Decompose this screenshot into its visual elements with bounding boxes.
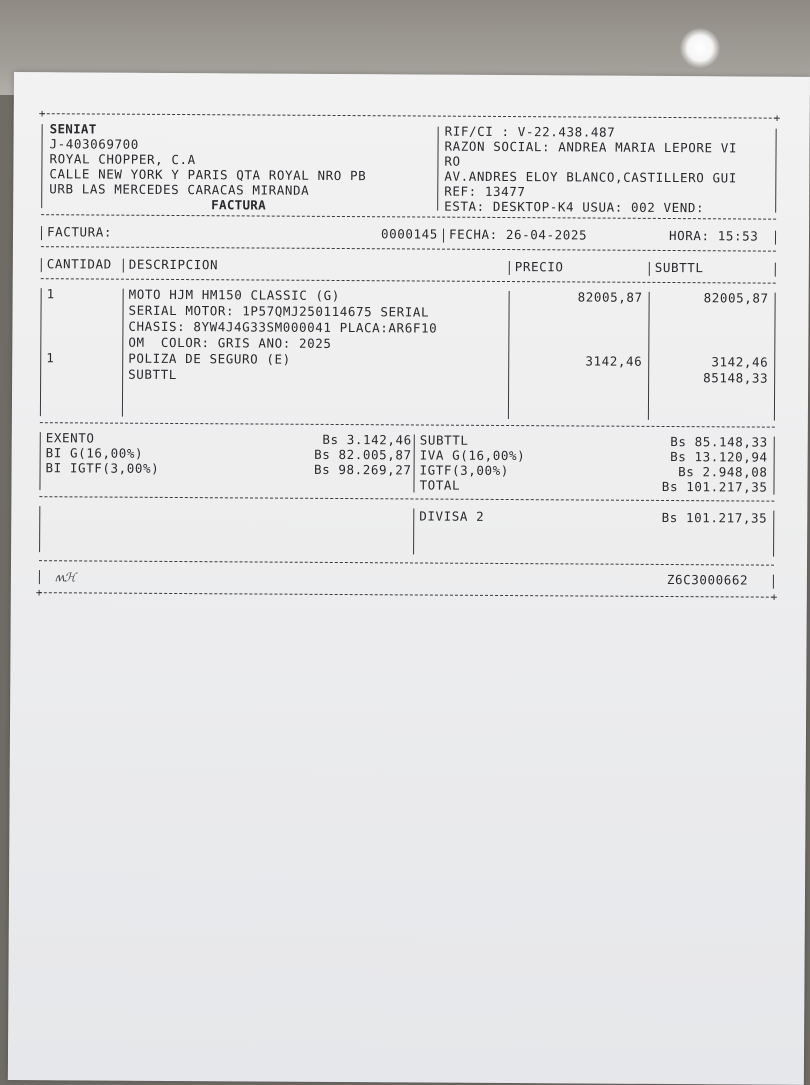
left-border xyxy=(41,258,42,272)
divider xyxy=(41,278,776,283)
header-divider xyxy=(437,127,439,211)
igtf-label: IGTF(3,00%) xyxy=(419,462,510,479)
cell-divider xyxy=(509,261,510,275)
bi-g-value: Bs 82.005,87 xyxy=(314,446,412,463)
bi-g-label: BI G(16,00%) xyxy=(45,445,144,461)
payment-value: Bs 101.217,35 xyxy=(661,509,768,526)
cell-divider xyxy=(413,508,414,554)
signature-mark: ʍℋ xyxy=(54,570,76,585)
invoice-label: FACTURA: xyxy=(46,224,113,240)
machine-serial: Z6C3000662 xyxy=(666,571,749,588)
left-border xyxy=(39,570,40,584)
total-value: Bs 101.217,35 xyxy=(661,478,768,495)
right-border xyxy=(773,575,774,589)
iva-label: IVA G(16,00%) xyxy=(419,447,526,464)
igtf-value: Bs 2.948,08 xyxy=(678,464,768,480)
item-price: 3142,46 xyxy=(585,353,643,369)
left-border xyxy=(40,288,42,416)
issuer-title: SENIAT xyxy=(49,121,97,137)
left-border xyxy=(41,124,43,208)
item-subtotal: 82005,87 xyxy=(703,290,769,306)
issuer-name: ROYAL CHOPPER, C.A xyxy=(49,151,196,168)
client-station: ESTA: DESKTOP-K4 USUA: 002 VEND: xyxy=(444,198,705,216)
subtotal-label: SUBTTL xyxy=(419,432,469,448)
cell-divider xyxy=(413,434,414,492)
exento-value: Bs 3.142,46 xyxy=(322,431,412,448)
item-description: POLIZA DE SEGURO (E) xyxy=(128,350,291,367)
border-top xyxy=(42,113,777,118)
document-type: FACTURA xyxy=(211,197,267,213)
iva-value: Bs 13.120,94 xyxy=(670,449,768,465)
right-border xyxy=(774,293,776,421)
invoice-time: HORA: 15:53 xyxy=(668,228,759,244)
client-name-cont: RO xyxy=(444,153,461,169)
cell-divider xyxy=(123,259,124,273)
total-label: TOTAL xyxy=(419,477,461,493)
divider xyxy=(39,496,774,501)
right-border xyxy=(775,263,776,277)
item-qty: 1 xyxy=(46,350,55,366)
item-subtotal: 3142,46 xyxy=(711,354,769,370)
corner-mark: + xyxy=(773,111,781,125)
exento-label: EXENTO xyxy=(45,430,95,446)
issuer-rif: J-403069700 xyxy=(49,136,139,152)
divider xyxy=(41,246,776,251)
client-ref: REF: 13477 xyxy=(444,183,526,200)
item-description: OM COLOR: GRIS ANO: 2025 xyxy=(128,334,332,351)
bi-igtf-label: BI IGTF(3,00%) xyxy=(45,460,160,476)
cell-divider xyxy=(649,262,650,276)
client-rif: RIF/CI : V-22.438.487 xyxy=(444,123,616,140)
divider xyxy=(40,422,775,427)
left-border xyxy=(41,226,42,240)
issuer-address-line1: CALLE NEW YORK Y PARIS QTA ROYAL NRO PB xyxy=(49,166,367,184)
item-description: SUBTTL xyxy=(128,366,177,383)
client-name: RAZON SOCIAL: ANDREA MARIA LEPORE VI xyxy=(444,138,738,156)
item-price: 82005,87 xyxy=(577,289,643,305)
col-price: PRECIO xyxy=(514,259,564,275)
right-border xyxy=(775,129,777,213)
left-border xyxy=(39,432,40,490)
subtotal-value: Bs 85.148,33 xyxy=(670,434,768,450)
cell-divider xyxy=(443,229,444,243)
payment-label: DIVISA 2 xyxy=(419,508,485,524)
cell-divider xyxy=(648,292,650,420)
corner-mark: + xyxy=(35,586,43,600)
col-qty: CANTIDAD xyxy=(46,256,112,272)
corner-mark: + xyxy=(770,590,778,604)
left-border xyxy=(39,506,40,552)
bi-igtf-value: Bs 98.269,27 xyxy=(314,461,412,478)
client-address: AV.ANDRES ELOY BLANCO,CASTILLERO GUI xyxy=(444,168,737,186)
border-bottom xyxy=(39,592,774,597)
corner-mark: + xyxy=(38,107,46,121)
right-border xyxy=(775,231,776,245)
divider xyxy=(39,560,774,565)
issuer-address-line2: URB LAS MERCEDES CARACAS MIRANDA xyxy=(49,181,310,198)
cell-divider xyxy=(508,291,510,419)
invoice-number: 0000145 xyxy=(380,226,438,242)
right-border xyxy=(773,437,774,495)
item-qty: 1 xyxy=(46,286,55,302)
right-border xyxy=(773,511,774,557)
invoice-date: FECHA: 26-04-2025 xyxy=(448,226,588,243)
receipt-paper xyxy=(8,72,810,1085)
col-description: DESCRIPCION xyxy=(128,256,219,273)
cell-divider xyxy=(122,289,124,417)
item-description: CHASIS: 8YW4J4G33SM000041 PLACA:AR6F10 xyxy=(128,318,438,336)
item-description: MOTO HJM HM150 CLASSIC (G) xyxy=(128,286,340,303)
col-subtotal: SUBTTL xyxy=(654,259,704,276)
item-subtotal: 85148,33 xyxy=(703,370,769,386)
item-description: SERIAL MOTOR: 1P57QMJ250114675 SERIAL xyxy=(128,302,430,320)
